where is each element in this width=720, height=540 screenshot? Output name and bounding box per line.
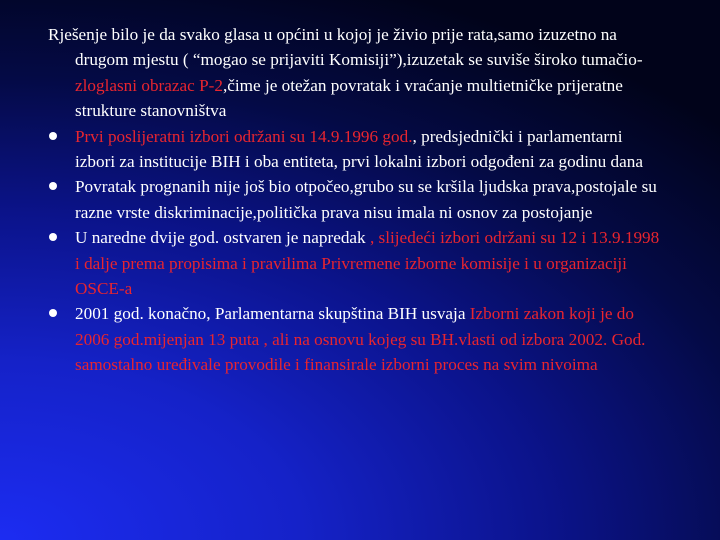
bullet-dot-icon	[49, 309, 57, 317]
bullet-4-text-3: koji je do 2006 god.mijenjan 13 puta , ali na osnovu kojeg su BH.vlasti od izbora 2002. God. samostalno uređivale provodile i finansirale izborni proces na svim nivoima	[75, 304, 646, 375]
bullet-dot-icon	[49, 132, 57, 140]
intro-text-2: zloglasni obrazac P-2	[75, 75, 223, 95]
intro-paragraph	[48, 22, 663, 124]
slide-body	[48, 22, 663, 378]
bullet-3-text-2: , slijedeći izbori održani su 12 i 13.9.1998 i dalje prema propisima i pravilima Privremene izborne komisije i u organizaciji OSCE-a	[75, 228, 660, 299]
bullet-4-text-1: 2001 god. konačno, Parlamentarna skupština BIH usvaja	[75, 304, 470, 324]
bullet-item-4	[48, 301, 663, 377]
bullet-1-text-2: , predsjednički i parlamentarni izbori za institucije BIH i oba entiteta, prvi lokalni izbori odgođeni za godinu dana	[75, 126, 643, 172]
intro-text-3: ,čime je otežan povratak i vraćanje multietničke prijeratne strukture stanovništva	[75, 75, 623, 121]
bullet-2-text-1: Povratak prognanih nije još bio otpočeo,grubo su se kršila ljudska prava,postojale su razne vrste diskriminacije,politička prava nisu imala ni osnov za postojanje	[75, 177, 657, 222]
bullet-dot-icon	[49, 233, 57, 241]
intro-text-1: Rješenje bilo je da svako glasa u općini u kojoj je živio prije rata,samo izuzetno na drugom mjestu ( “mogao se prijaviti Komisiji”),izuzetak se suviše široko tumačio-	[48, 25, 643, 70]
bullet-item-2	[48, 174, 663, 225]
bullet-dot-icon	[49, 182, 57, 190]
bullet-1-text-1: Prvi poslijeratni izbori održani su 14.9.1996 god.	[75, 126, 413, 146]
bullet-3-text-1: U naredne dvije god. ostvaren je napredak	[75, 228, 370, 248]
bullet-4-text-2: Izborni zakon	[469, 304, 565, 324]
bullet-item-1	[48, 124, 663, 175]
bullet-item-3	[48, 225, 663, 301]
